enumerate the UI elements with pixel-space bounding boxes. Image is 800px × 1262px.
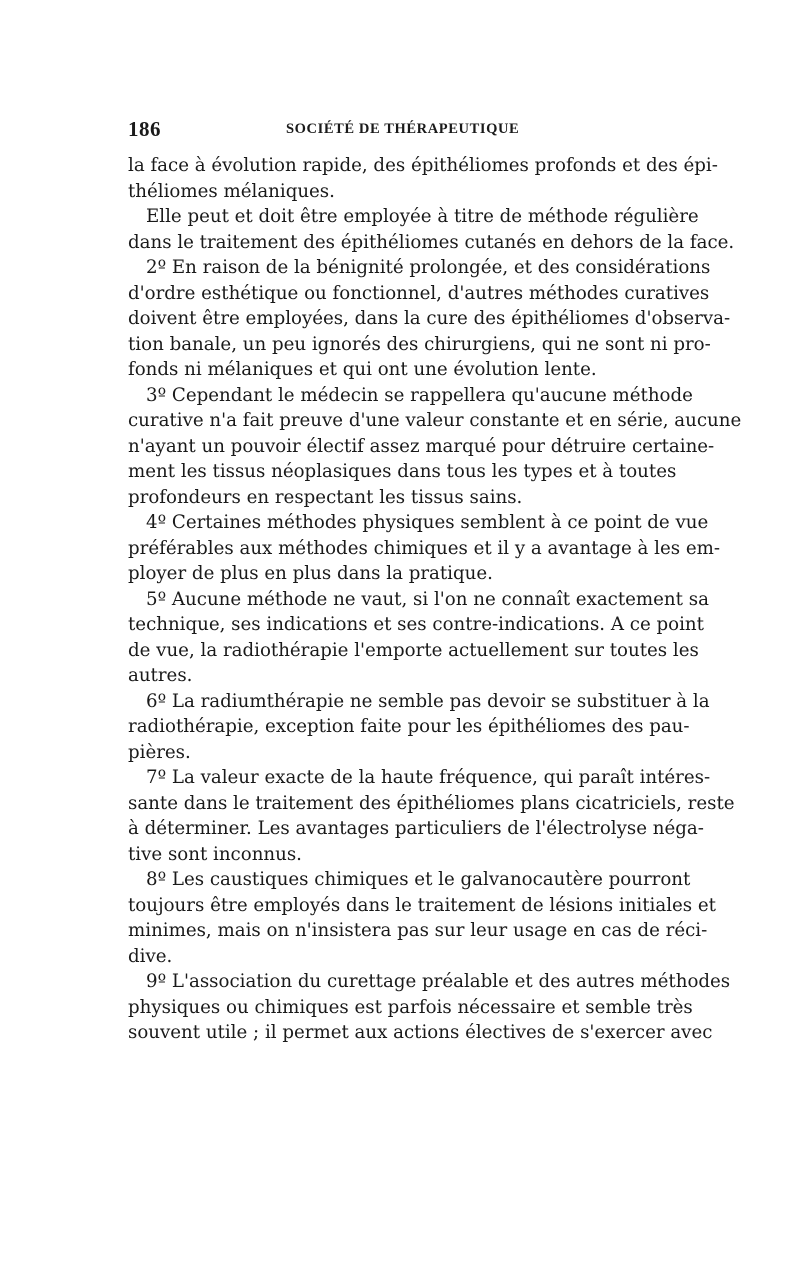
running-title: SOCIÉTÉ DE THÉRAPEUTIQUE	[286, 121, 520, 137]
text-line: la face à évolution rapide, des épithéliomes profonds et des épi-	[128, 155, 718, 176]
text-line: de vue, la radiothérapie l'emporte actuellement sur toutes les	[128, 639, 699, 661]
text-line: dans le traitement des épithéliomes cutanés en dehors de la face.	[128, 231, 735, 253]
running-head	[128, 117, 668, 143]
text-line: sante dans le traitement des épithéliomes plans cicatriciels, reste	[128, 792, 735, 814]
text-line: autres.	[128, 665, 193, 686]
text-line: souvent utile ; il permet aux actions électives de s'exercer avec	[128, 1022, 713, 1043]
text-line: à déterminer. Les avantages particuliers de l'électrolyse néga-	[128, 818, 704, 839]
text-line: fonds ni mélaniques et qui ont une évolution lente.	[128, 359, 597, 380]
text-line: 6º La radiumthérapie ne semble pas devoir se substituer à la	[146, 690, 710, 712]
text-line: Elle peut et doit être employée à titre de méthode régulière	[146, 206, 699, 227]
text-line: pières.	[128, 741, 191, 763]
text-line: 9º L'association du curettage préalable et des autres méthodes	[146, 971, 731, 992]
text-line: préférables aux méthodes chimiques et il y a avantage à les em-	[128, 537, 721, 559]
text-line: 2º En raison de la bénignité prolongée, et des considérations	[146, 257, 711, 278]
text-line: théliomes mélaniques.	[128, 180, 335, 202]
text-line: 4º Certaines méthodes physiques semblent à ce point de vue	[146, 512, 709, 533]
text-line: dive.	[128, 945, 173, 967]
body-text	[128, 153, 742, 1046]
text-line: tion banale, un peu ignorés des chirurgiens, qui ne sont ni pro-	[128, 333, 711, 355]
text-line: ment les tissus néoplasiques dans tous les types et à toutes	[128, 461, 677, 482]
text-line: doivent être employées, dans la cure des épithéliomes d'observa-	[128, 308, 731, 329]
text-line: d'ordre esthétique ou fonctionnel, d'autres méthodes curatives	[128, 282, 710, 304]
text-line: curative n'a fait preuve d'une valeur constante et en série, aucune	[128, 410, 742, 431]
text-line: ployer de plus en plus dans la pratique.	[128, 563, 493, 584]
text-line: 7º La valeur exacte de la haute fréquence, qui paraît intéres-	[146, 767, 711, 788]
text-line: n'ayant un pouvoir électif assez marqué pour détruire certaine-	[128, 435, 715, 457]
text-line: radiothérapie, exception faite pour les épithéliomes des pau-	[128, 716, 690, 737]
text-line: technique, ses indications et ses contre-indications. A ce point	[128, 614, 704, 635]
text-line: minimes, mais on n'insistera pas sur leur usage en cas de réci-	[128, 920, 708, 941]
text-line: 5º Aucune méthode ne vaut, si l'on ne connaît exactement sa	[146, 588, 709, 610]
text-line: toujours être employés dans le traitement de lésions initiales et	[128, 894, 716, 916]
text-line: profondeurs en respectant les tissus sains.	[128, 486, 523, 508]
text-line: 8º Les caustiques chimiques et le galvanocautère pourront	[146, 869, 691, 890]
text-line: tive sont inconnus.	[128, 843, 302, 865]
text-line: physiques ou chimiques est parfois nécessaire et semble très	[128, 996, 693, 1018]
page-number: 186	[128, 117, 161, 141]
text-line: 3º Cependant le médecin se rappellera qu'aucune méthode	[146, 384, 693, 406]
